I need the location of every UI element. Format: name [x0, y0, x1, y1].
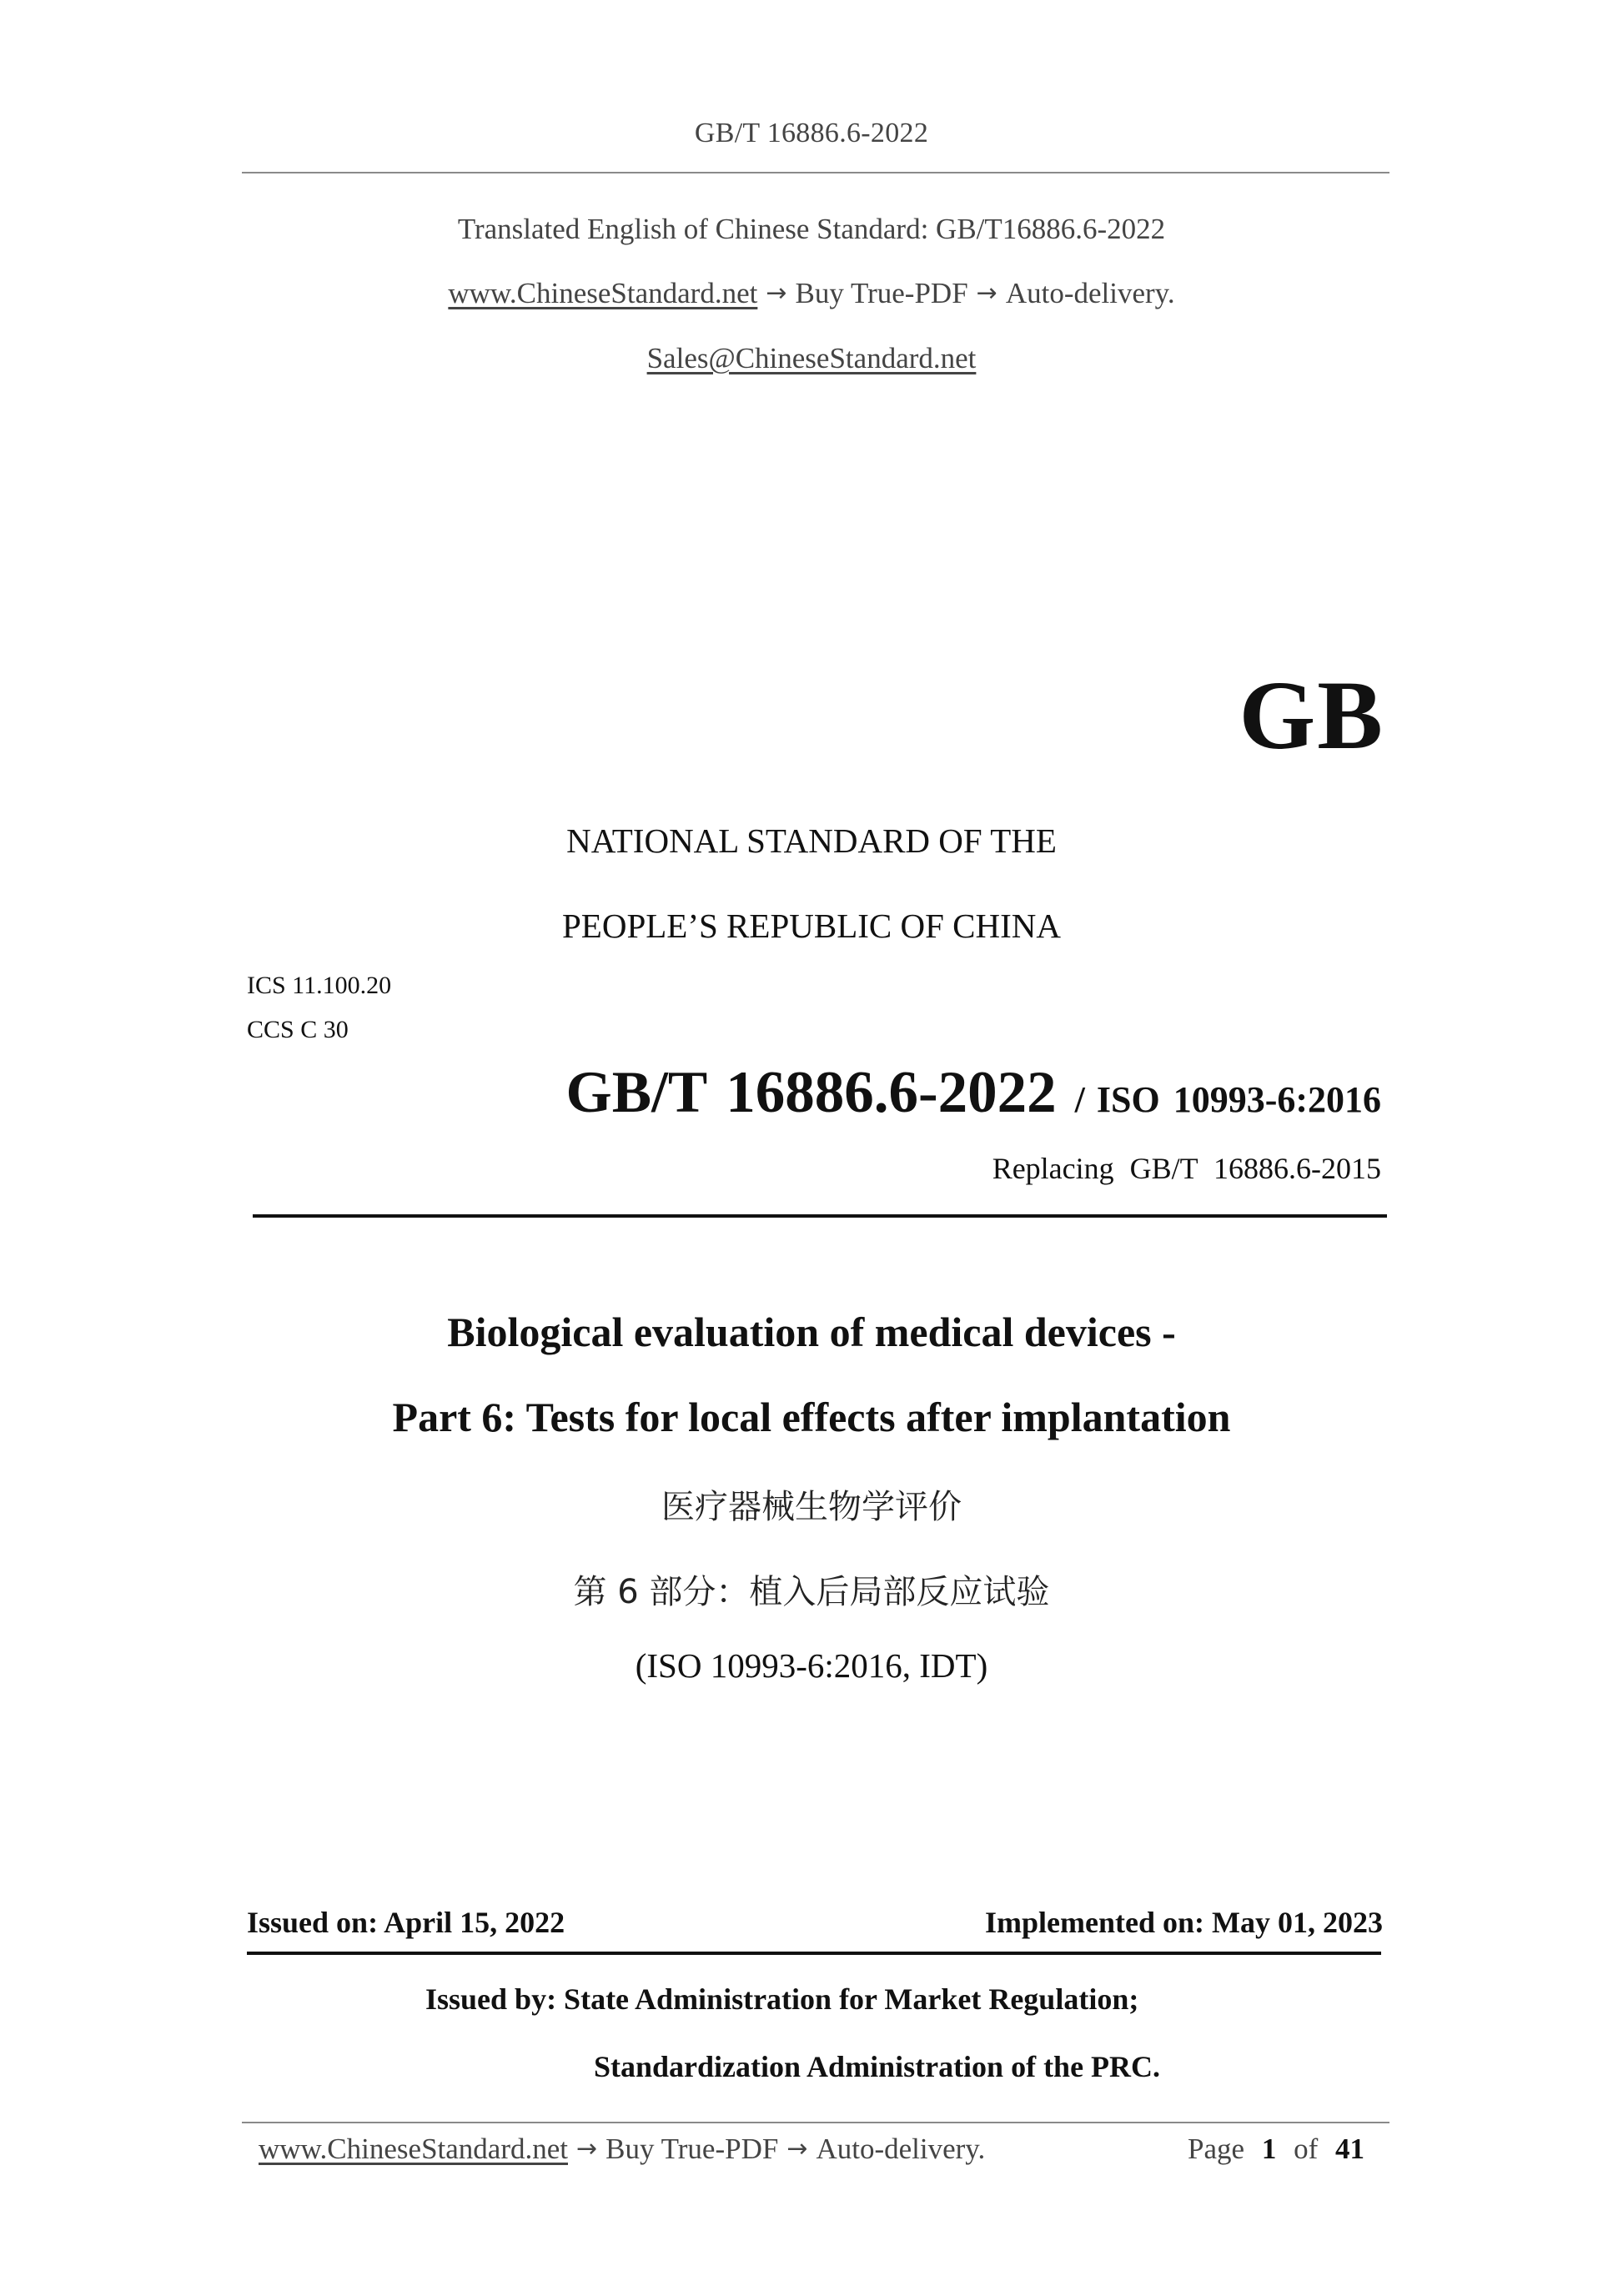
arrow-right-icon: → [786, 2134, 808, 2163]
page-of: of [1294, 2133, 1319, 2165]
issued-by-line2: Standardization Administration of the PRC. [594, 2050, 1161, 2083]
gb-logo: GB [1239, 661, 1384, 770]
email-link[interactable]: Sales@ChineseStandard.net [646, 342, 977, 374]
std-prefix: GB/T [565, 1060, 708, 1125]
title-rule [253, 1214, 1387, 1218]
header-rule [242, 172, 1389, 173]
site-link[interactable]: www.ChineseStandard.net [448, 277, 758, 309]
implemented-on: Implemented on: May 01, 2023 [985, 1906, 1383, 1939]
footer-promo [259, 2133, 985, 2166]
arrow-right-icon: → [976, 279, 997, 308]
std-separator: / [1074, 1079, 1085, 1120]
footer-delivery-text: Auto-delivery. [816, 2133, 986, 2165]
iso-prefix: ISO [1096, 1079, 1160, 1120]
running-header: GB/T 16886.6-2022 [694, 118, 929, 148]
footer-buy-text: Buy True-PDF [605, 2133, 779, 2165]
iso-idt: (ISO 10993-6:2016, IDT) [635, 1646, 988, 1685]
standard-number [566, 1059, 1381, 1127]
email-line [0, 342, 1623, 375]
footer-site-link[interactable]: www.ChineseStandard.net [259, 2133, 568, 2165]
title-cn-line1: 医疗器械生物学评价 [661, 1488, 962, 1526]
std-number: 16886.6-2022 [726, 1060, 1057, 1125]
national-standard-line2: PEOPLE’S REPUBLIC OF CHINA [562, 907, 1061, 945]
replacing-line [992, 1151, 1381, 1186]
issued-by-line1: Issued by: State Administration for Market Regulation; [425, 1982, 1139, 2016]
arrow-right-icon: → [576, 2134, 598, 2163]
title-cn-line2: 第 6 部分：植入后局部反应试验 [573, 1573, 1050, 1611]
iso-number: 10993-6:2016 [1173, 1079, 1381, 1120]
delivery-text: Auto-delivery. [1005, 277, 1175, 309]
title-line1: Biological evaluation of medical devices - [447, 1309, 1176, 1355]
arrow-right-icon: → [766, 279, 787, 308]
replacing-prefix: GB/T [1129, 1152, 1198, 1185]
national-standard-line1: NATIONAL STANDARD OF THE [566, 821, 1057, 860]
page-indicator [1188, 2133, 1364, 2166]
footer-rule [242, 2122, 1389, 2123]
buy-text: Buy True-PDF [795, 277, 968, 309]
ics-code: ICS 11.100.20 [247, 972, 392, 999]
replacing-label: Replacing [992, 1152, 1114, 1185]
page-label: Page [1188, 2133, 1245, 2165]
page-current: 1 [1261, 2133, 1277, 2165]
promo-line: Translated English of Chinese Standard: GB/T16886.6-2022 [457, 213, 1166, 245]
page-total: 41 [1335, 2133, 1364, 2165]
title-line2: Part 6: Tests for local effects after implantation [392, 1394, 1231, 1440]
replacing-number: 16886.6-2015 [1213, 1152, 1381, 1185]
dates-rule [247, 1952, 1381, 1955]
ccs-code: CCS C 30 [247, 1016, 349, 1043]
issued-on: Issued on: April 15, 2022 [247, 1906, 565, 1939]
promo-links [0, 277, 1623, 310]
